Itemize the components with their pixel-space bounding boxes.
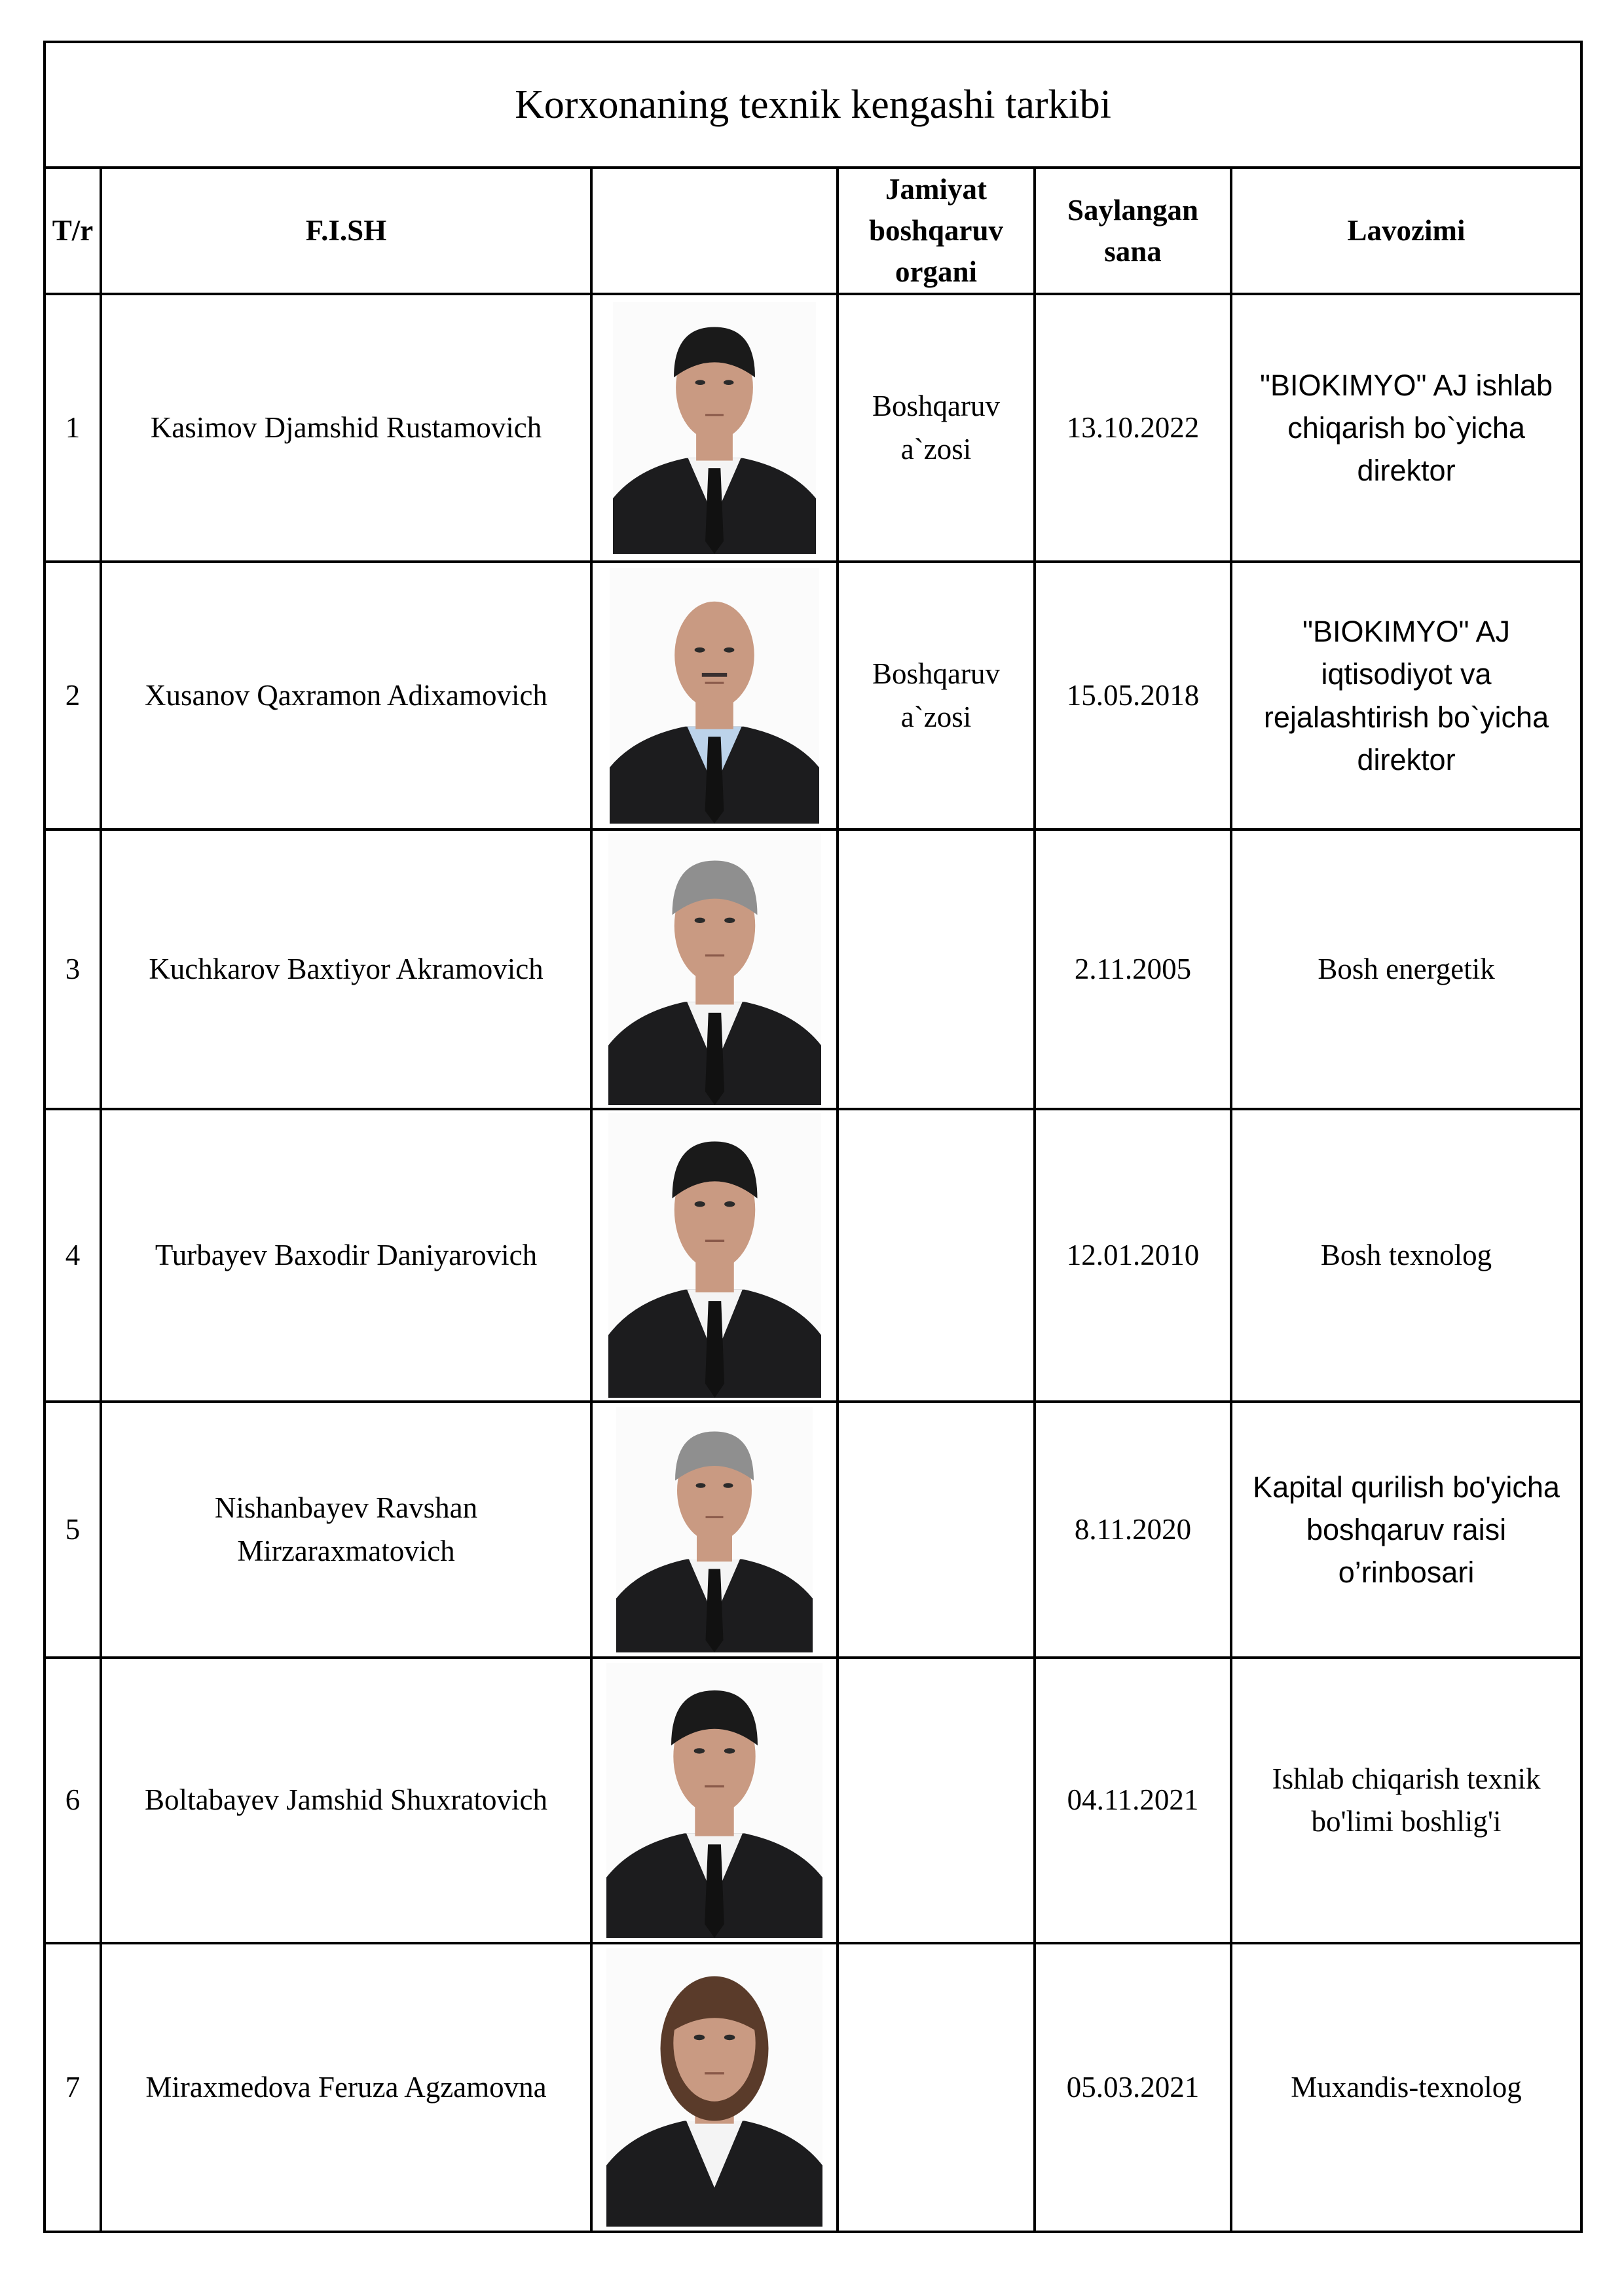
tie-shape bbox=[705, 1013, 724, 1105]
position: Bosh energetik bbox=[1231, 829, 1581, 1109]
eye-left bbox=[694, 1201, 705, 1207]
position: "BIOKIMYO" AJ ishlab chiqarish bo`yicha direktor bbox=[1231, 294, 1581, 562]
mouth-shape bbox=[705, 2072, 724, 2074]
photo-cell bbox=[591, 1943, 838, 2232]
mouth-shape bbox=[705, 1240, 724, 1242]
photo-cell bbox=[591, 294, 838, 562]
member-photo bbox=[606, 1663, 822, 1938]
council-table bbox=[43, 41, 1583, 2233]
member-photo bbox=[610, 568, 819, 824]
tie-shape bbox=[705, 1301, 724, 1398]
photo-cell bbox=[591, 1658, 838, 1943]
eye-left bbox=[694, 918, 705, 923]
header-row bbox=[45, 168, 1581, 294]
eye-right bbox=[724, 647, 734, 652]
row-number: 5 bbox=[45, 1402, 101, 1658]
table-row bbox=[45, 1109, 1581, 1402]
table-row bbox=[45, 294, 1581, 562]
table-row bbox=[45, 562, 1581, 829]
eye-left bbox=[694, 1748, 705, 1753]
election-date: 2.11.2005 bbox=[1035, 829, 1231, 1109]
row-number: 1 bbox=[45, 294, 101, 562]
governing-body bbox=[838, 1658, 1035, 1943]
row-number: 4 bbox=[45, 1109, 101, 1402]
tie-shape bbox=[706, 1569, 724, 1653]
photo-cell bbox=[591, 1109, 838, 1402]
position: "BIOKIMYO" AJ iqtisodiyot va rejalashtirish bo`yicha direktor bbox=[1231, 562, 1581, 829]
governing-body bbox=[838, 829, 1035, 1109]
mouth-shape bbox=[705, 682, 724, 683]
moustache-shape bbox=[702, 672, 727, 676]
member-name: Kuchkarov Baxtiyor Akramovich bbox=[101, 829, 591, 1109]
col-header-position: Lavozimi bbox=[1231, 168, 1581, 294]
eye-right bbox=[724, 1483, 733, 1488]
member-name: Miraxmedova Feruza Agzamovna bbox=[101, 1943, 591, 2232]
governing-body bbox=[838, 1943, 1035, 2232]
photo-cell bbox=[591, 562, 838, 829]
tie-shape bbox=[705, 737, 724, 824]
photo-cell bbox=[591, 829, 838, 1109]
col-header-body: Jamiyat boshqaruv organi bbox=[838, 168, 1035, 294]
election-date: 04.11.2021 bbox=[1035, 1658, 1231, 1943]
member-photo bbox=[613, 302, 816, 554]
member-name: Nishanbayev Ravshan Mirzaraxmatovich bbox=[101, 1402, 591, 1658]
eye-left bbox=[696, 1483, 706, 1488]
row-number: 7 bbox=[45, 1943, 101, 2232]
member-photo bbox=[608, 833, 821, 1105]
col-header-date: Saylangan sana bbox=[1035, 168, 1231, 294]
member-name: Kasimov Djamshid Rustamovich bbox=[101, 294, 591, 562]
election-date: 15.05.2018 bbox=[1035, 562, 1231, 829]
row-number: 2 bbox=[45, 562, 101, 829]
eye-left bbox=[695, 647, 705, 652]
position: Bosh texnolog bbox=[1231, 1109, 1581, 1402]
governing-body: Boshqaruv a`zosi bbox=[838, 294, 1035, 562]
table-row bbox=[45, 1402, 1581, 1658]
member-name: Turbayev Baxodir Daniyarovich bbox=[101, 1109, 591, 1402]
member-photo bbox=[606, 1948, 822, 2227]
row-number: 3 bbox=[45, 829, 101, 1109]
election-date: 8.11.2020 bbox=[1035, 1402, 1231, 1658]
position: Kapital qurilish bo'yicha boshqaruv raisi o’rinbosari bbox=[1231, 1402, 1581, 1658]
face-shape bbox=[674, 601, 754, 708]
table-row bbox=[45, 1658, 1581, 1943]
page-title: Korxonaning texnik kengashi tarkibi bbox=[45, 42, 1581, 168]
mouth-shape bbox=[706, 1516, 724, 1518]
election-date: 13.10.2022 bbox=[1035, 294, 1231, 562]
col-header-name: F.I.SH bbox=[101, 168, 591, 294]
tie-shape bbox=[705, 1844, 724, 1938]
election-date: 05.03.2021 bbox=[1035, 1943, 1231, 2232]
mouth-shape bbox=[705, 1785, 724, 1787]
eye-right bbox=[724, 1748, 735, 1753]
photo-cell bbox=[591, 1402, 838, 1658]
col-header-photo bbox=[591, 168, 838, 294]
col-header-num: T/r bbox=[45, 168, 101, 294]
eye-right bbox=[724, 380, 734, 385]
table-row bbox=[45, 1943, 1581, 2232]
eye-right bbox=[724, 1201, 735, 1207]
tie-shape bbox=[705, 468, 724, 554]
mouth-shape bbox=[705, 414, 724, 416]
member-name: Boltabayev Jamshid Shuxratovich bbox=[101, 1658, 591, 1943]
row-number: 6 bbox=[45, 1658, 101, 1943]
member-photo bbox=[616, 1407, 813, 1652]
mouth-shape bbox=[705, 955, 724, 957]
eye-left bbox=[694, 2035, 705, 2041]
governing-body: Boshqaruv a`zosi bbox=[838, 562, 1035, 829]
election-date: 12.01.2010 bbox=[1035, 1109, 1231, 1402]
member-name: Xusanov Qaxramon Adixamovich bbox=[101, 562, 591, 829]
position: Muxandis-texnolog bbox=[1231, 1943, 1581, 2232]
position: Ishlab chiqarish texnik bo'limi boshlig'i bbox=[1231, 1658, 1581, 1943]
member-photo bbox=[608, 1113, 821, 1398]
governing-body bbox=[838, 1109, 1035, 1402]
governing-body bbox=[838, 1402, 1035, 1658]
eye-right bbox=[724, 918, 735, 923]
eye-right bbox=[724, 2035, 735, 2041]
eye-left bbox=[695, 380, 706, 385]
table-row bbox=[45, 829, 1581, 1109]
